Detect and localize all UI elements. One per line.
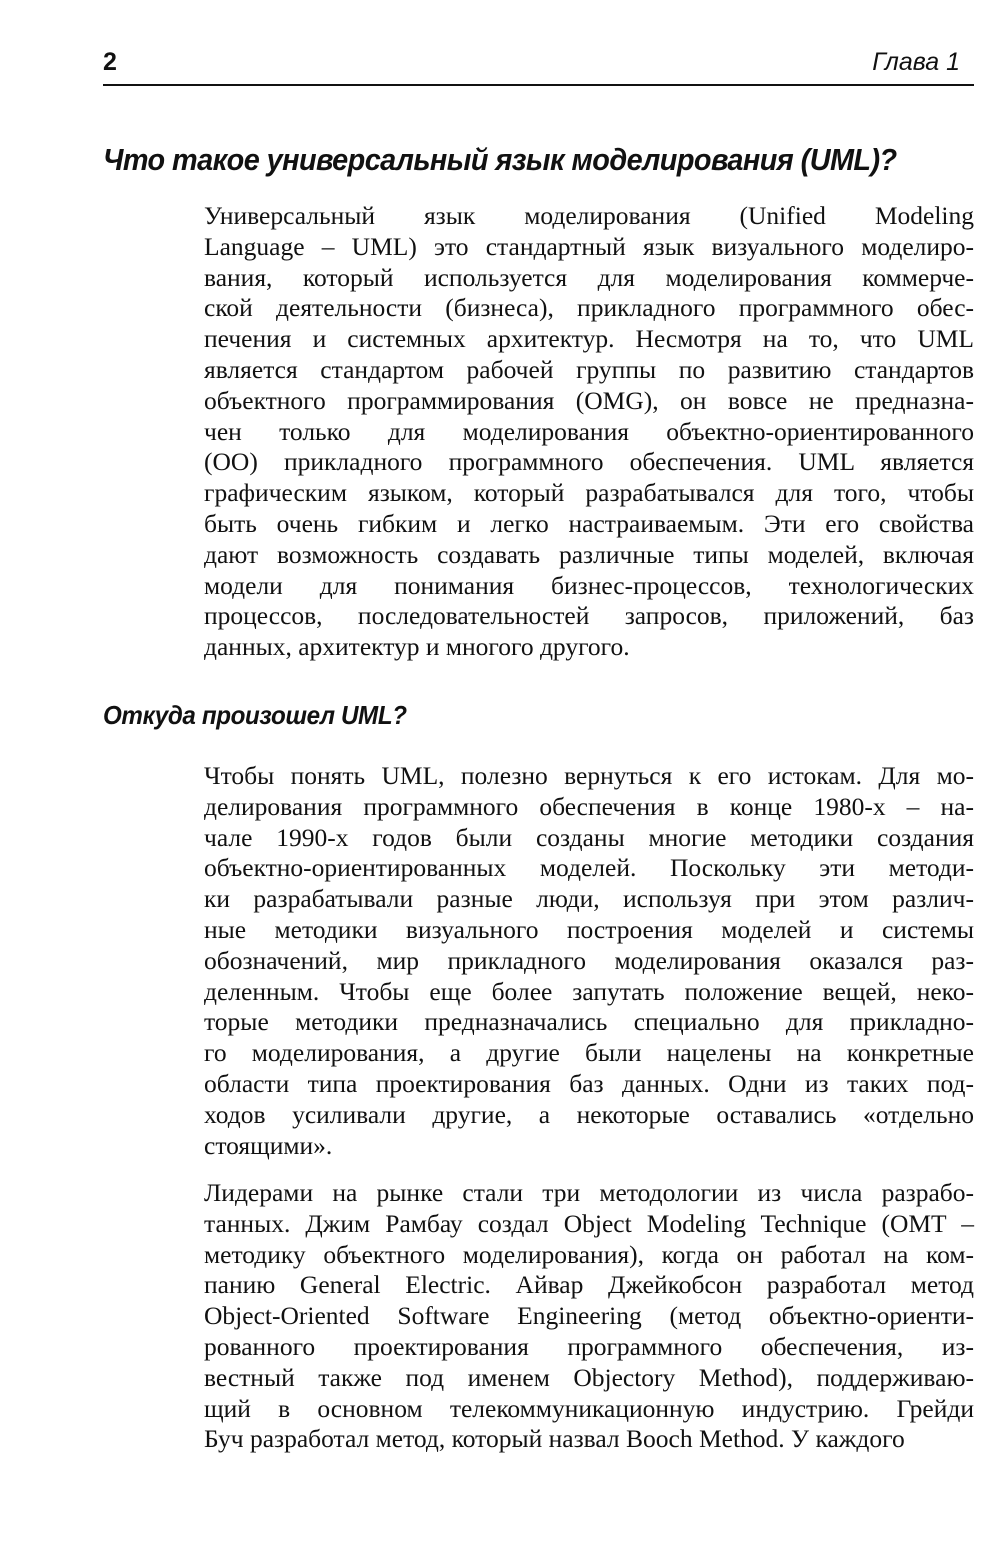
text-line: стоящими». (204, 1130, 333, 1160)
section-title-uml-origins: Откуда произошел UML? (103, 700, 407, 730)
text-line: Чтобы понять UML, полезно вернуться к его истокам. Для мо- (204, 761, 974, 790)
running-head (103, 44, 974, 86)
text-line: (ОО) прикладного программного обеспечения. UML является (204, 447, 974, 477)
text-line: панию General Electric. Айвар Джейкобсон разработал метод (204, 1270, 974, 1300)
text-line: обозначений, мир прикладного моделирования оказался раз- (204, 945, 974, 975)
text-line: Object-Oriented Software Engineering (метод объектно-ориенти- (204, 1301, 974, 1331)
section-title-what-is-uml: Что такое универсальный язык моделирования (UML)? (103, 142, 897, 177)
paragraph-what-is-uml (204, 201, 974, 663)
text-line: является стандартом рабочей группы по развитию стандартов (204, 354, 974, 384)
text-line: методику объектного моделирования), когда он работал на ком- (204, 1239, 974, 1269)
text-line: быть очень гибким и легко настраиваемым. Эти его свойства (204, 508, 974, 538)
text-line: рованного проектирования программного обеспечения, из- (204, 1331, 974, 1361)
text-line: го моделирования, а другие были нацелены на конкретные (204, 1038, 974, 1068)
text-line: объектно-ориентированных моделей. Поскольку эти методи- (204, 853, 974, 883)
text-line: чале 1990-х годов были созданы многие методики создания (204, 822, 974, 852)
text-line: ные методики визуального построения моделей и системы (204, 914, 974, 944)
text-line: вестный также под именем Objectory Method), поддерживаю- (204, 1362, 974, 1392)
paragraph-uml-origins-1 (204, 761, 974, 1161)
text-line: Language – UML) это стандартный язык визуального моделиро- (204, 231, 974, 261)
text-line: торые методики предназначались специально для прикладно- (204, 1007, 974, 1037)
paragraph-uml-origins-2 (204, 1178, 974, 1455)
text-line: ки разрабатывали разные люди, используя при этом различ- (204, 884, 974, 914)
text-line: Лидерами на рынке стали три методологии из числа разрабо- (204, 1178, 974, 1207)
text-line: графическим языком, который разрабатывался для того, чтобы (204, 478, 974, 508)
text-line: модели для понимания бизнес-процессов, технологических (204, 570, 974, 600)
text-line: щий в основном телекоммуникационную индустрию. Грейди (204, 1393, 974, 1423)
text-line: танных. Джим Рамбау создал Object Modeling Technique (OMT – (204, 1208, 974, 1238)
text-line: печения и системных архитектур. Несмотря на то, что UML (204, 324, 974, 354)
text-line: вания, который используется для моделирования коммерче- (204, 262, 974, 292)
text-line: Буч разработал метод, который назвал Booch Method. У каждого (204, 1424, 905, 1454)
text-line: делирования программного обеспечения в конце 1980-х – на- (204, 791, 974, 821)
text-line: дают возможность создавать различные типы моделей, включая (204, 539, 974, 569)
text-line: данных, архитектур и многого другого. (204, 632, 630, 662)
text-line: ходов усиливали другие, а некоторые оставались «отдельно (204, 1099, 974, 1129)
chapter-label: Глава 1 (872, 48, 960, 76)
text-line: Универсальный язык моделирования (Unified Modeling (204, 201, 974, 230)
text-line: чен только для моделирования объектно-ориентированного (204, 416, 974, 446)
page-number: 2 (103, 48, 117, 76)
text-line: процессов, последовательностей запросов, приложений, баз (204, 601, 974, 631)
text-line: объектного программирования (OMG), он вовсе не предназна- (204, 385, 974, 415)
text-line: ской деятельности (бизнеса), прикладного программного обес- (204, 293, 974, 323)
text-line: области типа проектирования баз данных. Одни из таких под- (204, 1068, 974, 1098)
text-line: деленным. Чтобы еще более запутать положение вещей, неко- (204, 976, 974, 1006)
